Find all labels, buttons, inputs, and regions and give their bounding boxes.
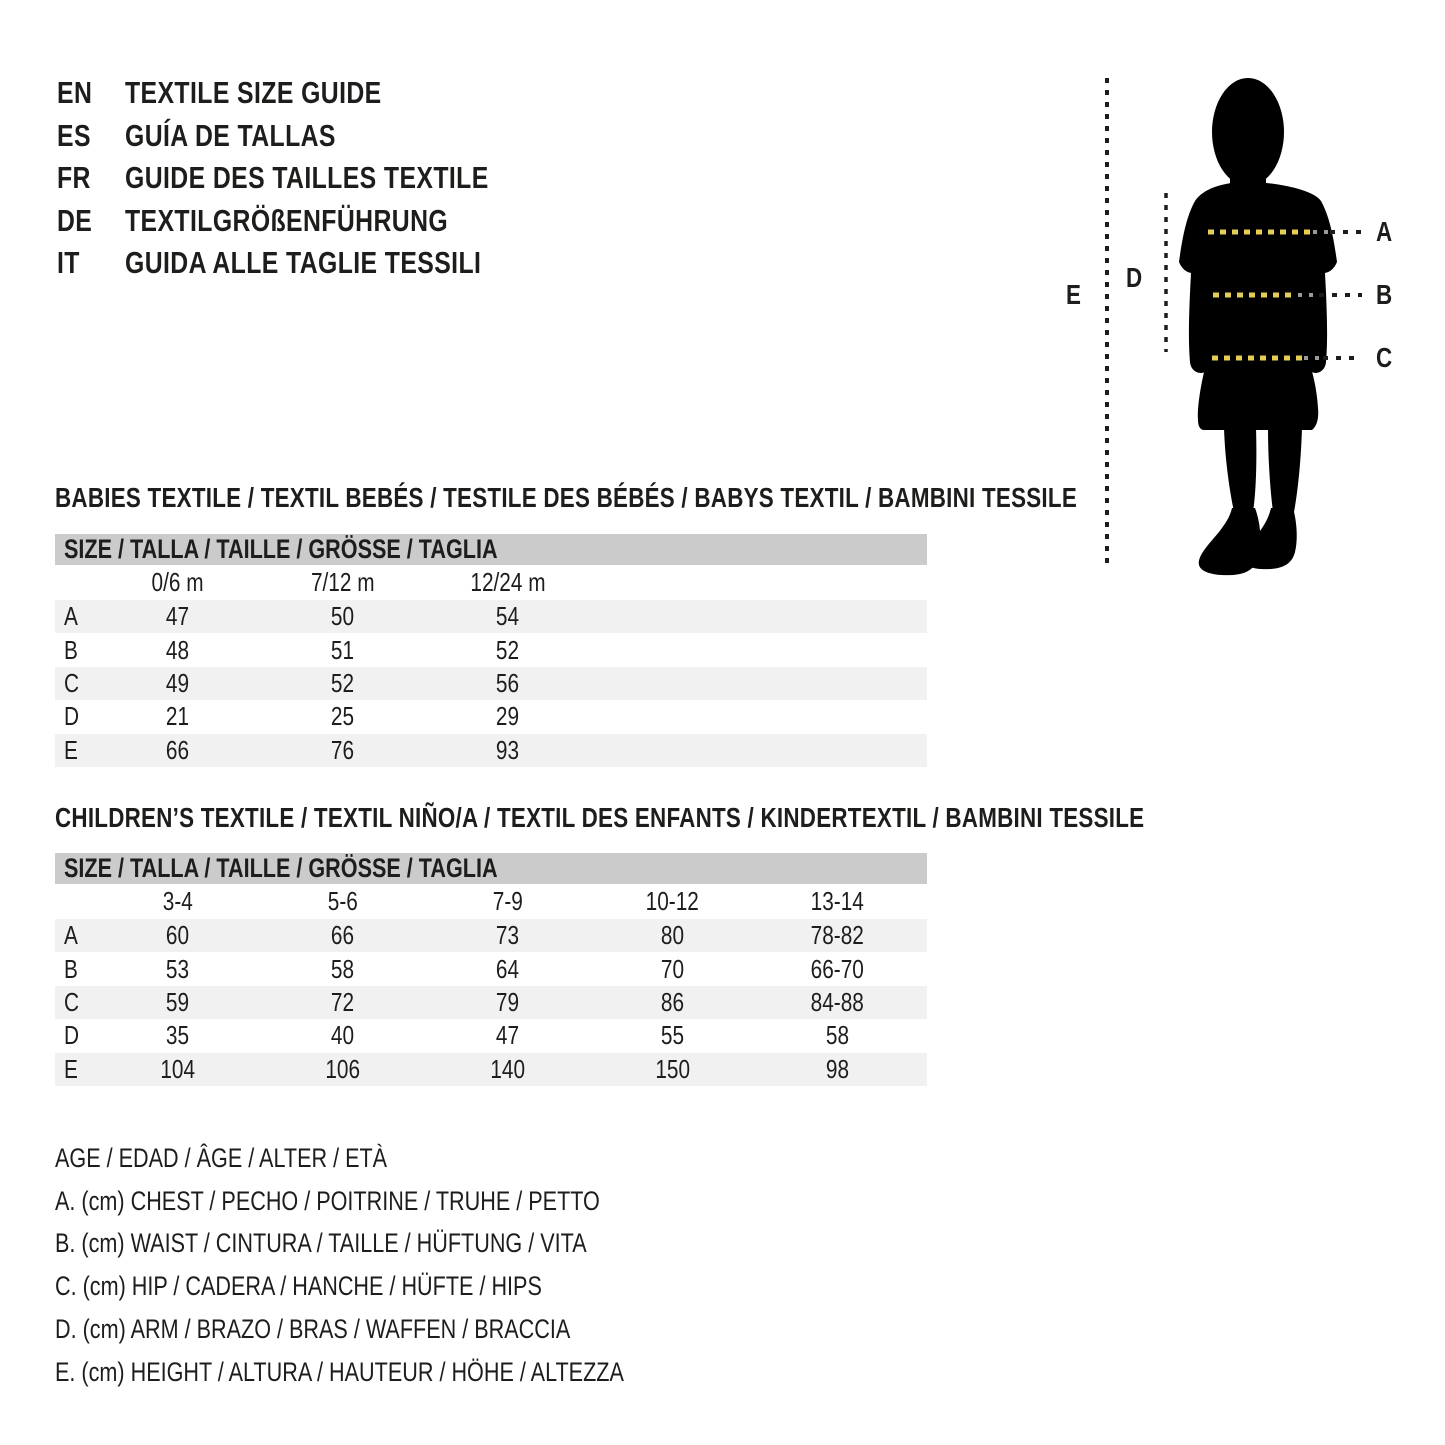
lang-code: ES: [57, 117, 91, 153]
guide-title: GUIDA ALLE TAGLIE TESSILI: [125, 245, 482, 281]
children-size-table: [55, 853, 927, 1086]
column-header: 7-9: [492, 886, 523, 916]
row-label: B: [64, 953, 78, 984]
babies-column-headers: [55, 565, 927, 600]
measure-label-a: A: [1376, 216, 1393, 247]
row-label: E: [64, 1053, 78, 1084]
cell: 84-88: [810, 986, 865, 1017]
cell: 70: [660, 953, 685, 984]
table-row: [55, 700, 927, 733]
measurement-legend: [55, 1137, 766, 1394]
legend-hip: C. (cm) HIP / CADERA / HANCHE / HÜFTE / HIPS: [55, 1271, 542, 1302]
row-label: A: [64, 601, 78, 632]
measure-label-c: C: [1376, 342, 1393, 373]
cell: 104: [160, 1053, 195, 1084]
row-label: C: [64, 667, 80, 698]
table-row: [55, 633, 927, 666]
cell: 21: [165, 701, 190, 732]
table-row: [55, 600, 927, 633]
lang-row-fr: [57, 157, 580, 200]
lang-code: FR: [57, 160, 91, 196]
column-header: 12/24 m: [469, 567, 546, 597]
table-row: [55, 952, 927, 985]
cell: 51: [330, 634, 355, 665]
table-row: [55, 734, 927, 767]
cell: 78-82: [810, 920, 865, 951]
legend-arm: D. (cm) ARM / BRAZO / BRAS / WAFFEN / BRACCIA: [55, 1314, 571, 1345]
row-label: D: [64, 1020, 80, 1051]
lang-row-en: [57, 72, 580, 115]
cell: 58: [825, 1020, 850, 1051]
column-header: 10-12: [645, 886, 700, 916]
cell: 49: [165, 667, 190, 698]
cell: 52: [495, 634, 520, 665]
guide-title: GUÍA DE TALLAS: [125, 117, 336, 153]
cell: 80: [660, 920, 685, 951]
table-row: [55, 919, 927, 952]
row-label: E: [64, 734, 78, 765]
size-header-bar: SIZE / TALLA / TAILLE / GRÖSSE / TAGLIA: [55, 853, 927, 884]
row-label: D: [64, 701, 80, 732]
guide-title: TEXTILE SIZE GUIDE: [125, 75, 382, 111]
table-row: [55, 986, 927, 1019]
measurement-diagram: [1060, 60, 1445, 600]
babies-table-body: [55, 600, 927, 767]
cell: 106: [325, 1053, 360, 1084]
lang-row-de: [57, 200, 580, 243]
cell: 59: [165, 986, 190, 1017]
cell: 64: [495, 953, 520, 984]
column-header: 5-6: [327, 886, 358, 916]
row-label: B: [64, 634, 78, 665]
cell: 73: [495, 920, 520, 951]
cell: 140: [490, 1053, 525, 1084]
cell: 53: [165, 953, 190, 984]
guide-title: GUIDE DES TAILLES TEXTILE: [125, 160, 489, 196]
children-table-body: [55, 919, 927, 1086]
size-header-bar: SIZE / TALLA / TAILLE / GRÖSSE / TAGLIA: [55, 534, 927, 565]
cell: 60: [165, 920, 190, 951]
cell: 47: [165, 601, 190, 632]
column-header: 3-4: [162, 886, 193, 916]
measure-label-b: B: [1376, 279, 1393, 310]
column-header: 13-14: [810, 886, 865, 916]
cell: 40: [330, 1020, 355, 1051]
cell: 50: [330, 601, 355, 632]
cell: 52: [330, 667, 355, 698]
column-header: 0/6 m: [151, 567, 204, 597]
lang-row-es: [57, 115, 580, 158]
table-row: [55, 667, 927, 700]
lang-code: DE: [57, 202, 93, 238]
lang-row-it: [57, 242, 580, 285]
guide-title: TEXTILGRÖßENFÜHRUNG: [125, 202, 449, 238]
cell: 29: [495, 701, 520, 732]
cell: 150: [655, 1053, 690, 1084]
cell: 58: [330, 953, 355, 984]
measure-label-d: D: [1126, 262, 1143, 293]
cell: 54: [495, 601, 520, 632]
language-title-block: [57, 72, 580, 285]
row-label: A: [64, 920, 78, 951]
babies-size-table: [55, 534, 927, 767]
cell: 48: [165, 634, 190, 665]
table-row: [55, 1053, 927, 1086]
legend-chest: A. (cm) CHEST / PECHO / POITRINE / TRUHE / PETTO: [55, 1185, 600, 1216]
babies-section-title: BABIES TEXTILE / TEXTIL BEBÉS / TESTILE DES BÉBÉS / BABYS TEXTIL / BAMBINI TESSILE: [55, 482, 1078, 513]
cell: 93: [495, 734, 520, 765]
cell: 55: [660, 1020, 685, 1051]
row-label: C: [64, 986, 80, 1017]
legend-age: AGE / EDAD / ÂGE / ALTER / ETÀ: [55, 1142, 388, 1173]
cell: 35: [165, 1020, 190, 1051]
cell: 66: [330, 920, 355, 951]
legend-waist: B. (cm) WAIST / CINTURA / TAILLE / HÜFTUNG / VITA: [55, 1228, 587, 1259]
cell: 25: [330, 701, 355, 732]
table-row: [55, 1019, 927, 1052]
cell: 66: [165, 734, 190, 765]
lang-code: IT: [57, 245, 80, 281]
cell: 76: [330, 734, 355, 765]
cell: 56: [495, 667, 520, 698]
cell: 72: [330, 986, 355, 1017]
cell: 98: [825, 1053, 850, 1084]
legend-height: E. (cm) HEIGHT / ALTURA / HAUTEUR / HÖHE / ALTEZZA: [55, 1356, 624, 1387]
children-column-headers: [55, 884, 927, 919]
lang-code: EN: [57, 75, 93, 111]
cell: 66-70: [810, 953, 865, 984]
cell: 47: [495, 1020, 520, 1051]
column-header: 7/12 m: [310, 567, 375, 597]
cell: 79: [495, 986, 520, 1017]
children-section-title: CHILDREN’S TEXTILE / TEXTIL NIÑO/A / TEXTIL DES ENFANTS / KINDERTEXTIL / BAMBINI TESSILE: [55, 802, 1145, 833]
measure-label-e: E: [1066, 279, 1081, 310]
cell: 86: [660, 986, 685, 1017]
